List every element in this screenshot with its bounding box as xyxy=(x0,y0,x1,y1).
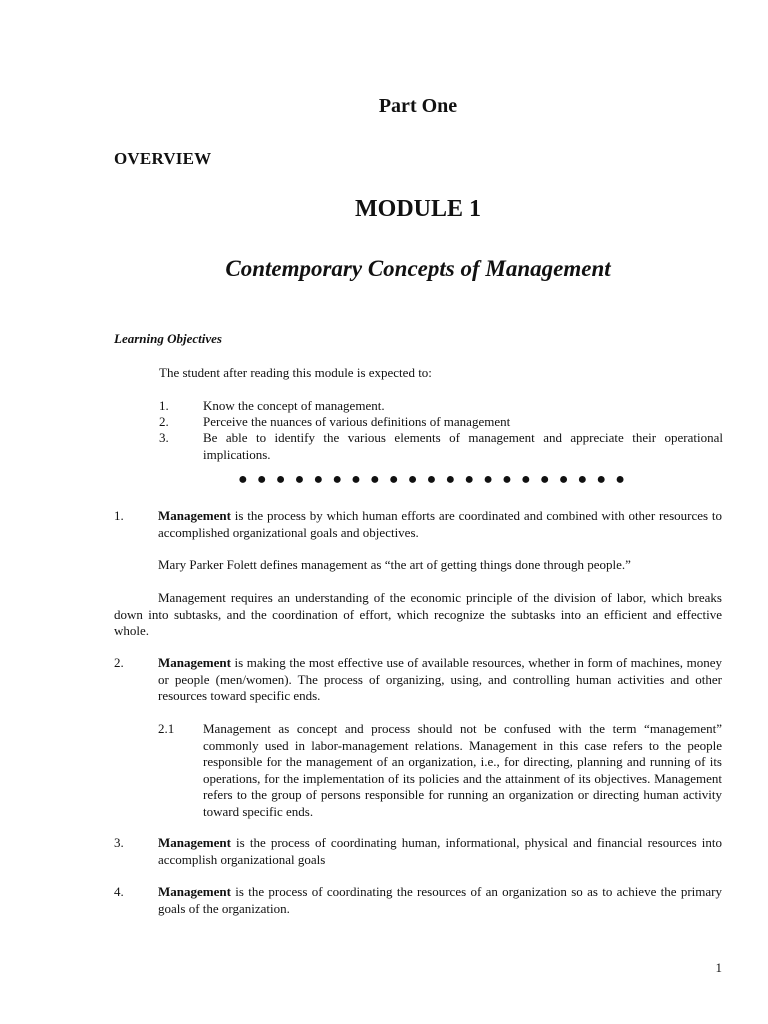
division-paragraph: Management requires an understanding of the economic principle of the division of labor, which breaks down into subtasks, and the coordination of effort, which recognize the subtasks into an efficient and effective whole. xyxy=(114,590,722,638)
objective-text: Know the concept of management. xyxy=(203,398,385,413)
definition-text xyxy=(158,655,722,705)
part-title: Part One xyxy=(378,95,458,117)
objective-item xyxy=(159,414,723,431)
module-title: MODULE 1 xyxy=(355,196,481,222)
definition-number: 2. xyxy=(114,655,124,670)
objective-item xyxy=(159,398,723,415)
definition-item xyxy=(114,508,722,541)
separator-dots: ●●●●●●●●●●●●●●●●●●●●● xyxy=(238,471,635,488)
definition-body: is the process of coordinating the resources of an organization so as to achieve the primary goals of the organization. xyxy=(158,884,722,916)
definition-body: is the process of coordinating human, informational, physical and financial resources into accomplish organizational goals xyxy=(158,835,722,867)
definition-text xyxy=(158,884,722,917)
learning-objectives-intro: The student after reading this module is expected to: xyxy=(159,365,432,380)
follett-quote: Mary Parker Folett defines management as “the art of getting things done through people.” xyxy=(158,557,631,572)
definition-term: Management xyxy=(158,884,231,899)
definition-term: Management xyxy=(158,655,231,670)
objective-text: Perceive the nuances of various definitions of management xyxy=(203,414,511,429)
definition-item xyxy=(114,835,722,868)
definition-number: 1. xyxy=(114,508,124,523)
definition-text xyxy=(158,508,722,541)
definition-number: 3. xyxy=(114,835,124,850)
objective-text: Be able to identify the various elements of management and appreciate their operational implications. xyxy=(203,430,723,462)
definition-term: Management xyxy=(158,835,231,850)
module-subtitle: Contemporary Concepts of Management xyxy=(225,256,611,281)
definition-body: is making the most effective use of available resources, whether in form of machines, money or people (men/women). The process of organizing, using, and controlling human activities and other resources toward specific ends. xyxy=(158,655,722,703)
definition-item xyxy=(114,884,722,917)
learning-objectives-heading: Learning Objectives xyxy=(114,331,222,346)
definition-number: 4. xyxy=(114,884,124,899)
overview-heading: OVERVIEW xyxy=(114,149,212,168)
definition-body: is the process by which human efforts are coordinated and combined with other resources to accomplished organizational goals and objectives. xyxy=(158,508,722,540)
sub-item-text: Management as concept and process should not be confused with the term “management” commonly used in labor-management relations. Management in this case refers to the people responsible for the management of an organization, i.e., for directing, planning and running of its operations, for the implementation of its policies and the attainment of its objectives. Management refers to the group of persons responsible for running an organization or directing human activity toward specific ends. xyxy=(203,721,722,819)
objective-item xyxy=(159,430,723,463)
page-number: 1 xyxy=(715,960,722,975)
sub-item-number: 2.1 xyxy=(158,721,175,736)
definition-text xyxy=(158,835,722,868)
sub-item xyxy=(158,721,722,820)
objective-number: 3. xyxy=(159,430,169,445)
objective-number: 1. xyxy=(159,398,169,413)
definition-term: Management xyxy=(158,508,231,523)
definition-item xyxy=(114,655,722,705)
objective-number: 2. xyxy=(159,414,169,429)
